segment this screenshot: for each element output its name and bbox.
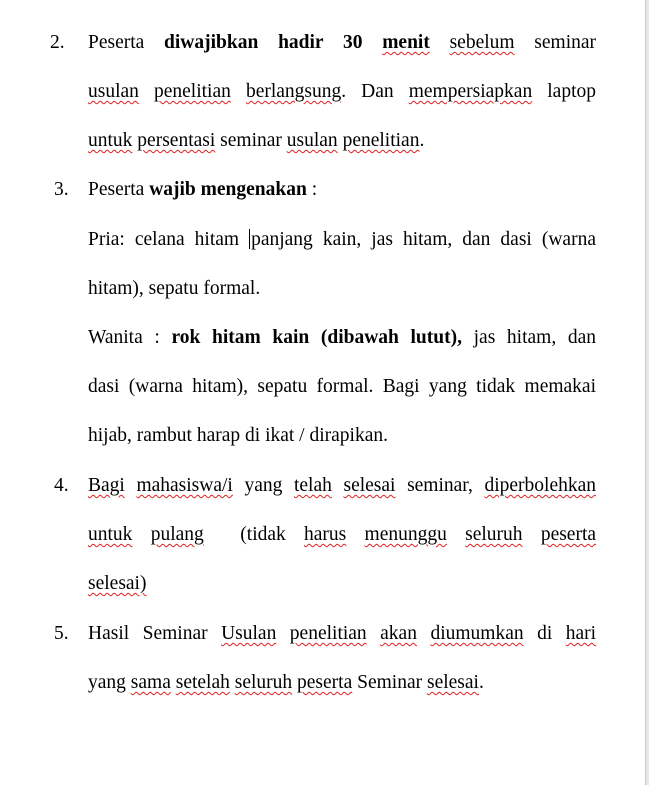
spelling-flag[interactable]: pulang (150, 524, 204, 545)
text-cursor (249, 229, 250, 249)
page-edge (645, 0, 649, 785)
spelling-flag[interactable]: usulan (88, 81, 139, 102)
item-number-4: 4. (54, 475, 69, 496)
item-4-line-1[interactable] (88, 474, 596, 498)
spelling-flag[interactable]: akan (380, 623, 417, 644)
text: Hasil Seminar (88, 623, 222, 644)
item-number-5: 5. (54, 623, 69, 644)
item-3-wanita-line-3[interactable]: hijab, rambut harap di ikat / dirapikan. (88, 425, 388, 446)
spelling-flag[interactable]: telah (293, 475, 332, 496)
text: seminar (215, 130, 287, 151)
spelling-flag[interactable]: usulan (286, 130, 338, 151)
spelling-flag[interactable]: selesai) (88, 573, 147, 594)
spelling-flag[interactable]: sebelum (449, 32, 515, 53)
text: seminar (514, 32, 597, 53)
spelling-flag[interactable]: hari (565, 623, 597, 644)
text: jas hitam, dan (461, 327, 596, 348)
spelling-flag[interactable]: penelitian (153, 81, 231, 102)
text (125, 475, 137, 496)
spelling-flag[interactable]: selesai (426, 672, 479, 693)
item-5-line-2[interactable] (88, 671, 596, 695)
text: laptop (532, 81, 596, 102)
spelling-flag[interactable]: Usulan (221, 623, 277, 644)
text: . (478, 672, 484, 693)
spelling-flag[interactable]: menit (382, 32, 430, 53)
item-4-line-2[interactable] (88, 523, 596, 547)
text: : (306, 179, 318, 200)
text: . Dan (341, 81, 409, 102)
text (430, 32, 450, 53)
text: (tidak (203, 524, 305, 545)
spelling-flag[interactable]: harus (304, 524, 347, 545)
spelling-flag[interactable]: menunggu (364, 524, 447, 545)
spelling-flag[interactable]: penelitian (289, 623, 367, 644)
spelling-flag[interactable]: untuk (88, 130, 133, 151)
text (139, 81, 154, 102)
spelling-flag[interactable]: Bagi (88, 475, 125, 496)
text: Seminar (352, 672, 427, 693)
spelling-flag[interactable]: selesai (343, 475, 396, 496)
spelling-flag[interactable]: penelitian (342, 130, 420, 151)
spelling-flag[interactable]: seluruh (234, 672, 293, 693)
item-2-line-3[interactable] (88, 129, 596, 153)
text (231, 81, 246, 102)
spelling-flag[interactable]: diumumkan (430, 623, 524, 644)
text: Peserta (88, 32, 165, 53)
text: . (419, 130, 425, 151)
text (367, 623, 380, 644)
item-3-pria-line-1[interactable] (88, 228, 596, 252)
text (417, 623, 430, 644)
bold-text: rok hitam kain (dibawah lutut), (171, 327, 462, 348)
text: Pria: celana hitam (88, 229, 250, 250)
spelling-flag[interactable]: setelah (175, 672, 230, 693)
bold-text: wajib mengenakan (149, 179, 307, 200)
text: yang (232, 475, 294, 496)
item-5-line-1[interactable] (88, 622, 596, 646)
spelling-flag[interactable]: peserta (297, 672, 353, 693)
text (447, 524, 465, 545)
item-3-wanita-line-2[interactable]: dasi (warna hitam), sepatu formal. Bagi yang tidak memakai (88, 376, 596, 397)
text (132, 524, 150, 545)
text: yang (88, 672, 131, 693)
spelling-flag[interactable]: sama (130, 672, 171, 693)
text: Wanita : (88, 327, 172, 348)
item-3-wanita-line-1[interactable] (88, 326, 596, 350)
text (523, 524, 541, 545)
spelling-flag[interactable]: mempersiapkan (408, 81, 533, 102)
text (276, 623, 289, 644)
spelling-flag[interactable]: berlangsung (245, 81, 342, 102)
item-4-line-3[interactable] (88, 572, 596, 596)
item-2-line-1[interactable] (88, 31, 596, 55)
bold-text: diwajibkan hadir 30 (164, 32, 383, 53)
text: di (523, 623, 566, 644)
spelling-flag[interactable]: untuk (88, 524, 133, 545)
item-3-pria-line-2[interactable]: hitam), sepatu formal. (88, 278, 261, 299)
text: Peserta (88, 179, 150, 200)
spelling-flag[interactable]: persentasi (137, 130, 216, 151)
item-2-line-2[interactable] (88, 80, 596, 104)
item-3-line-1[interactable] (88, 178, 596, 202)
spelling-flag[interactable]: peserta (540, 524, 597, 545)
spelling-flag[interactable]: mahasiswa/i (136, 475, 233, 496)
spelling-flag[interactable]: seluruh (465, 524, 523, 545)
text: seminar, (395, 475, 485, 496)
item-number-2: 2. (50, 32, 65, 53)
text: panjang kain, jas hitam, dan dasi (warna (251, 229, 596, 250)
item-number-3: 3. (54, 179, 69, 200)
spelling-flag[interactable]: diperbolehkan (484, 475, 597, 496)
text (332, 475, 344, 496)
text (346, 524, 364, 545)
